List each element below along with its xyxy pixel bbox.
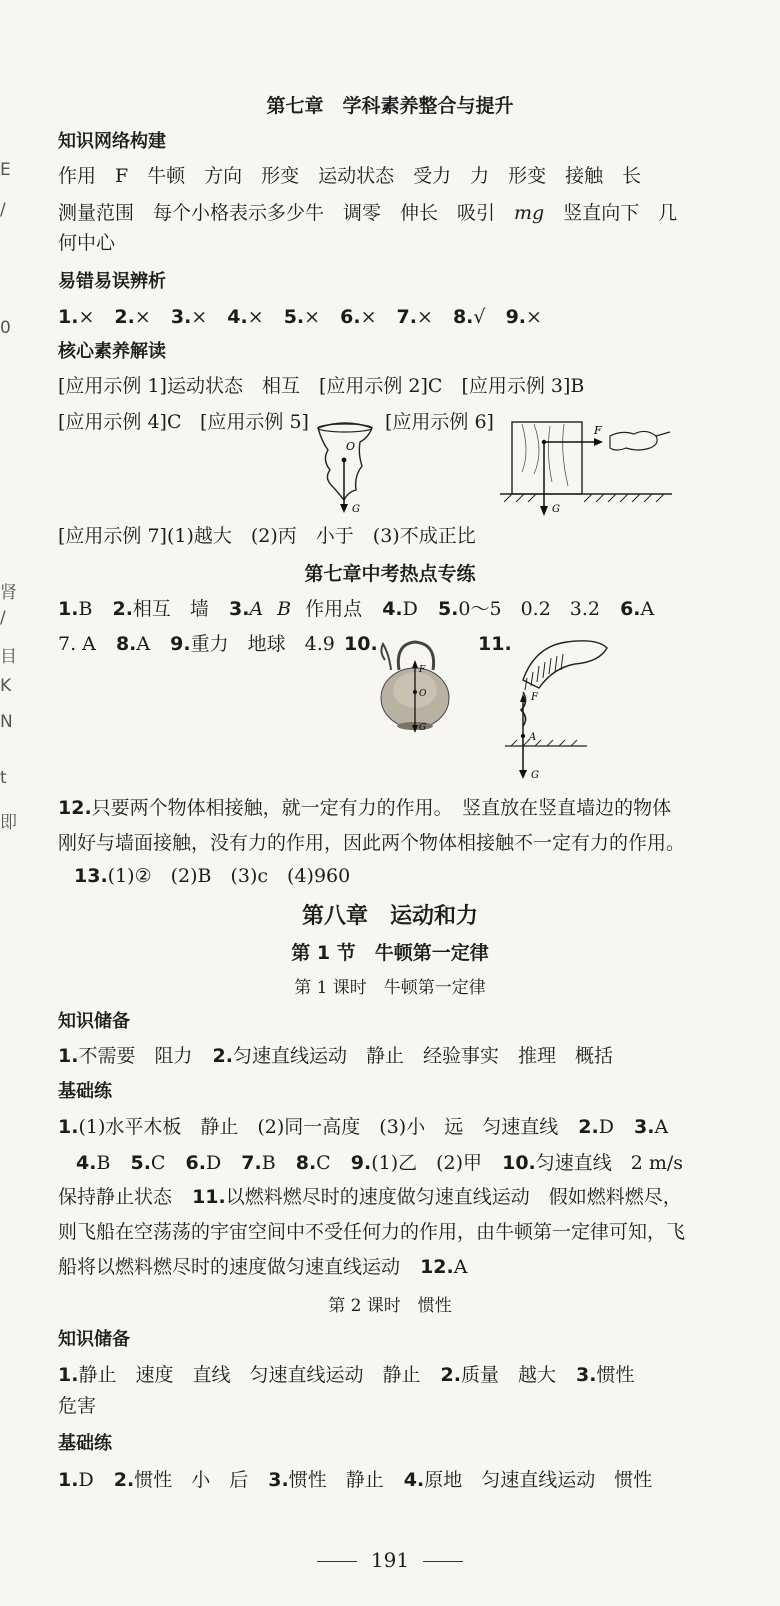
knowledge-2-line-1 xyxy=(58,1361,762,1389)
q-num: 2. xyxy=(440,1364,461,1386)
q-num: 4. xyxy=(76,1152,97,1174)
page-number: 191 xyxy=(370,1548,410,1572)
figure-example-5 xyxy=(310,420,380,520)
text: 测量范围 每个小格表示多少牛 调零 伸长 吸引 xyxy=(58,202,515,224)
q-answer: A xyxy=(136,633,151,655)
force-arrowhead xyxy=(594,438,603,446)
q-num: 8. xyxy=(452,306,474,328)
q-num: 1. xyxy=(58,1469,79,1491)
ground-hatch xyxy=(504,494,664,502)
q-answer: 原地 匀速直线运动 惯性 xyxy=(424,1469,653,1491)
q-num: 9. xyxy=(350,1152,372,1174)
q-answer: 0～5 0.2 3.2 xyxy=(458,598,601,620)
bleed-char: 即 xyxy=(0,813,17,833)
q-answer: × xyxy=(78,306,95,328)
knowledge-2-line-2: 危害 xyxy=(58,1395,97,1417)
q-num: 11. xyxy=(192,1186,226,1208)
q-num: 12. xyxy=(58,797,92,819)
q-answer: A xyxy=(249,598,264,620)
q-answer: (1)② (2)B (3)c (4)960 xyxy=(107,865,351,887)
q-num: 13. xyxy=(74,865,108,887)
gravity-arrowhead xyxy=(519,770,527,779)
bleed-char: 肾 xyxy=(0,583,17,603)
q-answer: × xyxy=(134,306,151,328)
q-answer: B xyxy=(261,1152,276,1174)
network-line-1: 作用 F 牛顿 方向 形变 运动状态 受力 力 形变 接触 长 xyxy=(58,165,642,187)
q-answer: C xyxy=(316,1152,331,1174)
label-O: O xyxy=(419,689,427,699)
footer-dash xyxy=(317,1561,357,1562)
q-answer: 惯性 小 后 xyxy=(134,1469,249,1491)
object-rim xyxy=(318,424,372,432)
q-answer: B xyxy=(78,598,93,620)
figure-teapot xyxy=(375,630,455,734)
label-O: O xyxy=(346,440,356,453)
q-answer: B xyxy=(277,598,292,620)
q-answer: × xyxy=(191,306,208,328)
q-answer: 质量 越大 xyxy=(460,1364,556,1386)
q-answer: × xyxy=(416,306,433,328)
q-num: 1. xyxy=(58,598,79,620)
q-num: 3. xyxy=(576,1364,597,1386)
q-num: 9. xyxy=(170,633,191,655)
basic-1-line-2 xyxy=(76,1149,762,1177)
q13-line xyxy=(74,862,762,890)
label-A: A xyxy=(529,732,537,743)
q-answer: 以燃料燃尽时的速度做匀速直线运动 假如燃料燃尽， xyxy=(225,1186,682,1208)
q-answer: × xyxy=(304,306,321,328)
q-num: 2. xyxy=(112,598,133,620)
hot-practice-title: 第七章中考热点专练 xyxy=(304,563,476,585)
q-answer: (1)水平木板 静止 (2)同一高度 (3)小 远 匀速直线 xyxy=(78,1116,559,1138)
chapter8-title: 第八章 运动和力 xyxy=(301,904,478,929)
figure-example-6 xyxy=(500,412,672,522)
q-answer: A xyxy=(654,1116,669,1138)
q-answer: 静止 速度 直线 匀速直线运动 静止 xyxy=(78,1364,421,1386)
lesson-2-title: 第 2 课时 惯性 xyxy=(328,1296,452,1316)
label-G: G xyxy=(352,504,360,515)
q-num: 2. xyxy=(578,1116,599,1138)
figure-comb xyxy=(505,632,615,782)
q-num: 8. xyxy=(115,633,137,655)
q-num: 2. xyxy=(114,306,135,328)
q-answer: A xyxy=(640,598,655,620)
bleed-char: / xyxy=(0,200,6,220)
q-num: 6. xyxy=(185,1152,206,1174)
q-answer: 作用点 xyxy=(305,598,363,620)
q-answer: √ xyxy=(473,306,486,328)
block-texture xyxy=(522,424,568,486)
q-num: 3. xyxy=(633,1116,655,1138)
basic-1-line-5 xyxy=(58,1253,762,1281)
q-num: 4. xyxy=(403,1469,425,1491)
section-head-knowledge-1: 知识储备 xyxy=(58,1011,130,1032)
q-num: 5. xyxy=(283,306,305,328)
q-answer: × xyxy=(526,306,542,328)
bleed-char: E xyxy=(0,160,11,180)
core-example-6: [应用示例 6] xyxy=(385,411,494,433)
q-num: 3. xyxy=(170,306,192,328)
bleed-char: / xyxy=(0,608,6,628)
q-answer: × xyxy=(360,306,377,328)
text: 竖直向下 几 xyxy=(544,202,678,224)
section-head-basic-2: 基础练 xyxy=(58,1433,112,1454)
q-num: 1. xyxy=(58,1045,79,1067)
section-head-network: 知识网络构建 xyxy=(58,131,166,152)
q-answer: 惯性 xyxy=(596,1364,635,1386)
bleed-char: K xyxy=(0,676,12,696)
q-answer: 船将以燃料燃尽时的速度做匀速直线运动 xyxy=(58,1256,401,1278)
core-line-7: [应用示例 7](1)越大 (2)丙 小于 (3)不成正比 xyxy=(58,525,476,547)
q-answer: D xyxy=(402,598,418,620)
q-num: 1. xyxy=(58,306,79,328)
error-answers xyxy=(58,303,762,331)
q-num: 2. xyxy=(113,1469,135,1491)
q-num: 1. xyxy=(58,1364,79,1386)
center-point xyxy=(413,690,417,694)
q-num: 7. xyxy=(241,1152,262,1174)
gravity-arrowhead xyxy=(540,506,548,516)
basic-1-line-4: 则飞船在空荡荡的宇宙空间中不受任何力的作用，由牛顿第一定律可知，飞 xyxy=(58,1221,686,1243)
q-answer: 重力 地球 4.9 xyxy=(190,633,335,655)
q-num: 3. xyxy=(268,1469,289,1491)
q-answer: A xyxy=(453,1256,468,1278)
block-outline xyxy=(512,422,582,494)
q-num: 3. xyxy=(228,598,250,620)
q-answer: 惯性 静止 xyxy=(288,1469,384,1491)
q-num: 4. xyxy=(382,598,403,620)
q-answer: (1)乙 (2)甲 xyxy=(371,1152,483,1174)
q12-line-1 xyxy=(58,794,762,822)
q-num: 6. xyxy=(340,306,361,328)
arm-line xyxy=(656,432,670,436)
gravity-arrowhead xyxy=(340,504,348,513)
q-num: 12. xyxy=(420,1256,454,1278)
core-example-5: [应用示例 5] xyxy=(200,411,309,433)
force-arrowhead xyxy=(412,660,418,668)
knowledge-1-line xyxy=(58,1042,762,1070)
section-head-core: 核心素养解读 xyxy=(58,341,166,362)
q-num: 8. xyxy=(295,1152,317,1174)
formula-mg: mg xyxy=(514,202,545,224)
label-G: G xyxy=(552,504,560,515)
teapot-spout xyxy=(381,644,391,670)
q-num: 1. xyxy=(58,1116,79,1138)
basic-1-line-3 xyxy=(58,1183,762,1211)
q10-num: 10. xyxy=(344,633,378,655)
q-answer: 只要两个物体相接触，就一定有力的作用。 竖直放在竖直墙边的物体 xyxy=(91,797,672,819)
core-line-1: [应用示例 1]运动状态 相互 [应用示例 2]C [应用示例 3]B xyxy=(58,375,585,397)
q-answer: 相互 墙 xyxy=(132,598,209,620)
q-num: 9. xyxy=(505,306,527,328)
chapter7-title: 第七章 学科素养整合与提升 xyxy=(266,95,514,117)
label-G: G xyxy=(531,770,539,781)
action-point xyxy=(542,440,546,444)
lesson-1-title: 第 1 课时 牛顿第一定律 xyxy=(294,978,486,998)
basic-1-line-1 xyxy=(58,1113,762,1141)
q-answer: D xyxy=(598,1116,614,1138)
q-answer: D xyxy=(78,1469,94,1491)
section-head-basic-1: 基础练 xyxy=(58,1081,112,1102)
bleed-char: N xyxy=(0,712,13,732)
q-num: 10. xyxy=(502,1152,536,1174)
q-answer: B xyxy=(96,1152,111,1174)
hand-outline xyxy=(610,431,657,450)
section-1-title: 第 1 节 牛顿第一定律 xyxy=(291,942,489,964)
hot-line-1 xyxy=(58,595,762,623)
section-head-errors: 易错易误辨析 xyxy=(58,271,166,292)
q-answer: 7. A xyxy=(58,633,96,655)
network-line-3: 何中心 xyxy=(58,232,116,254)
ground-hatch xyxy=(511,740,577,746)
bleed-char: t xyxy=(0,768,7,788)
label-F: F xyxy=(531,692,538,703)
q-answer: D xyxy=(205,1152,222,1174)
q-answer: C xyxy=(150,1152,166,1174)
footer-dash xyxy=(423,1561,463,1562)
q12-line-2: 刚好与墙面接触，没有力的作用，因此两个物体相接触不一定有力的作用。 xyxy=(58,832,686,854)
core-example-4: [应用示例 4]C xyxy=(58,411,182,433)
section-head-knowledge-2: 知识储备 xyxy=(58,1329,130,1350)
label-F: F xyxy=(594,424,602,437)
label-F: F xyxy=(419,665,426,675)
q-num: 7. xyxy=(396,306,417,328)
q-answer: 保持静止状态 xyxy=(58,1186,173,1208)
comb-teeth xyxy=(525,654,563,690)
q-answer: 匀速直线运动 静止 经验事实 推理 概括 xyxy=(232,1045,613,1067)
q11-num: 11. xyxy=(478,633,512,655)
q-answer: × xyxy=(247,306,264,328)
bleed-char: 目 xyxy=(0,647,17,667)
point-A xyxy=(521,734,525,738)
page-number-footer xyxy=(0,1548,780,1572)
q-num: 2. xyxy=(212,1045,233,1067)
q-num: 5. xyxy=(437,598,459,620)
label-G: G xyxy=(419,723,427,733)
comb-outline xyxy=(523,641,607,688)
bleed-char: 0 xyxy=(0,318,11,338)
q-num: 6. xyxy=(620,598,641,620)
q-num: 5. xyxy=(130,1152,151,1174)
network-line-2 xyxy=(58,199,762,227)
q-answer: 不需要 阻力 xyxy=(78,1045,193,1067)
q-answer: 匀速直线 2 m/s xyxy=(535,1152,684,1174)
basic-2-line-1 xyxy=(58,1466,762,1494)
q-num: 4. xyxy=(227,306,248,328)
